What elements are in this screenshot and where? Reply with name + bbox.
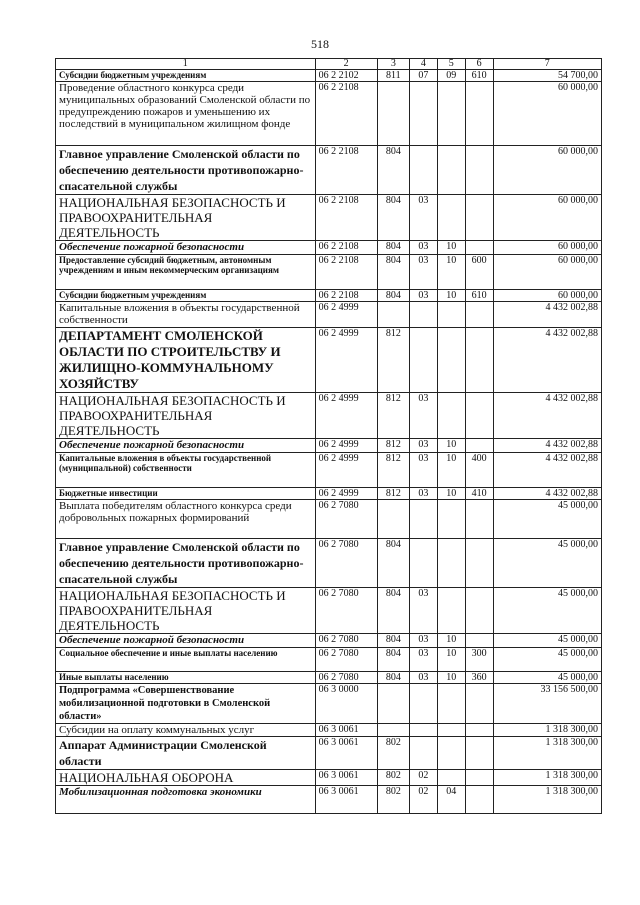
expense-type-cell: 610	[465, 70, 493, 82]
subsection-code-cell	[437, 302, 465, 328]
expense-type-cell: 360	[465, 672, 493, 684]
subsection-code-cell	[437, 588, 465, 634]
table-row	[56, 393, 602, 439]
section-code-cell	[409, 146, 437, 195]
expense-type-cell	[465, 393, 493, 439]
target-code-cell: 06 2 2108	[315, 195, 377, 241]
target-code-cell: 06 3 0000	[315, 684, 377, 724]
header-cell: 7	[493, 59, 601, 70]
target-code-cell: 06 2 2108	[315, 146, 377, 195]
item-name-cell: Главное управление Смоленской области по обеспечению деятельности противопожарно-спасательной службы	[56, 539, 316, 588]
subsection-code-cell: 09	[437, 70, 465, 82]
header-cell: 3	[377, 59, 409, 70]
target-code-cell: 06 2 4999	[315, 453, 377, 488]
expense-type-cell: 410	[465, 488, 493, 500]
target-code-cell: 06 2 7080	[315, 648, 377, 672]
budget-table	[55, 58, 602, 814]
expense-type-cell	[465, 786, 493, 814]
subsection-code-cell: 10	[437, 255, 465, 290]
table-row	[56, 241, 602, 255]
admin-code-cell: 812	[377, 393, 409, 439]
admin-code-cell	[377, 82, 409, 146]
expense-type-cell: 300	[465, 648, 493, 672]
target-code-cell: 06 2 4999	[315, 439, 377, 453]
item-name-cell: Социальное обеспечение и иные выплаты населению	[56, 648, 316, 672]
table-row	[56, 786, 602, 814]
target-code-cell: 06 2 2108	[315, 241, 377, 255]
page-number: 518	[311, 37, 329, 51]
expense-type-cell: 600	[465, 255, 493, 290]
table-row	[56, 634, 602, 648]
admin-code-cell: 812	[377, 328, 409, 393]
table-row	[56, 588, 602, 634]
table-row	[56, 737, 602, 770]
admin-code-cell: 802	[377, 786, 409, 814]
item-name-cell: ДЕПАРТАМЕНТ СМОЛЕНСКОЙ ОБЛАСТИ ПО СТРОИТЕЛЬСТВУ И ЖИЛИЩНО-КОММУНАЛЬНОМУ ХОЗЯЙСТВУ	[56, 328, 316, 393]
table-row	[56, 255, 602, 290]
admin-code-cell: 804	[377, 648, 409, 672]
item-name-cell: Обеспечение пожарной безопасности	[56, 634, 316, 648]
subsection-code-cell	[437, 500, 465, 539]
amount-cell: 4 432 002,88	[493, 439, 601, 453]
section-code-cell: 03	[409, 393, 437, 439]
item-name-cell: Субсидии бюджетным учреждениям	[56, 70, 316, 82]
table-row	[56, 82, 602, 146]
section-code-cell: 03	[409, 634, 437, 648]
item-name-cell: НАЦИОНАЛЬНАЯ БЕЗОПАСНОСТЬ И ПРАВООХРАНИТЕЛЬНАЯ ДЕЯТЕЛЬНОСТЬ	[56, 393, 316, 439]
expense-type-cell	[465, 684, 493, 724]
admin-code-cell: 804	[377, 255, 409, 290]
table-row	[56, 770, 602, 786]
amount-cell: 60 000,00	[493, 241, 601, 255]
admin-code-cell	[377, 302, 409, 328]
section-code-cell: 03	[409, 290, 437, 302]
subsection-code-cell	[437, 146, 465, 195]
section-code-cell: 03	[409, 241, 437, 255]
amount-cell: 60 000,00	[493, 146, 601, 195]
admin-code-cell: 812	[377, 453, 409, 488]
subsection-code-cell	[437, 684, 465, 724]
item-name-cell: Обеспечение пожарной безопасности	[56, 241, 316, 255]
subsection-code-cell	[437, 770, 465, 786]
expense-type-cell	[465, 241, 493, 255]
admin-code-cell: 811	[377, 70, 409, 82]
amount-cell: 45 000,00	[493, 634, 601, 648]
table-row	[56, 724, 602, 737]
section-code-cell: 07	[409, 70, 437, 82]
amount-cell: 1 318 300,00	[493, 770, 601, 786]
table-row	[56, 290, 602, 302]
section-code-cell: 03	[409, 648, 437, 672]
expense-type-cell	[465, 770, 493, 786]
subsection-code-cell: 10	[437, 453, 465, 488]
admin-code-cell: 804	[377, 146, 409, 195]
table-row	[56, 146, 602, 195]
amount-cell: 4 432 002,88	[493, 453, 601, 488]
expense-type-cell	[465, 500, 493, 539]
amount-cell: 4 432 002,88	[493, 488, 601, 500]
amount-cell: 4 432 002,88	[493, 393, 601, 439]
item-name-cell: Предоставление субсидий бюджетным, автономным учреждениям и иным некоммерческим организациям	[56, 255, 316, 290]
admin-code-cell: 804	[377, 241, 409, 255]
table-row	[56, 453, 602, 488]
expense-type-cell	[465, 302, 493, 328]
table-row	[56, 684, 602, 724]
target-code-cell: 06 3 0061	[315, 724, 377, 737]
expense-type-cell	[465, 82, 493, 146]
admin-code-cell: 812	[377, 488, 409, 500]
table-row	[56, 648, 602, 672]
section-code-cell: 03	[409, 672, 437, 684]
amount-cell: 45 000,00	[493, 672, 601, 684]
item-name-cell: Иные выплаты населению	[56, 672, 316, 684]
section-code-cell: 03	[409, 453, 437, 488]
target-code-cell: 06 2 2108	[315, 290, 377, 302]
target-code-cell: 06 3 0061	[315, 786, 377, 814]
amount-cell: 60 000,00	[493, 82, 601, 146]
item-name-cell: Капитальные вложения в объекты государственной (муниципальной) собственности	[56, 453, 316, 488]
amount-cell: 33 156 500,00	[493, 684, 601, 724]
admin-code-cell: 804	[377, 588, 409, 634]
amount-cell: 1 318 300,00	[493, 737, 601, 770]
subsection-code-cell: 10	[437, 241, 465, 255]
amount-cell: 1 318 300,00	[493, 724, 601, 737]
amount-cell: 60 000,00	[493, 195, 601, 241]
item-name-cell: Подпрограмма «Совершенствование мобилизационной подготовки в Смоленской области»	[56, 684, 316, 724]
section-code-cell: 03	[409, 195, 437, 241]
section-code-cell: 02	[409, 770, 437, 786]
table-row	[56, 500, 602, 539]
item-name-cell: Субсидии на оплату коммунальных услуг	[56, 724, 316, 737]
table-row	[56, 328, 602, 393]
item-name-cell: Бюджетные инвестиции	[56, 488, 316, 500]
expense-type-cell	[465, 195, 493, 241]
header-cell: 6	[465, 59, 493, 70]
subsection-code-cell: 10	[437, 648, 465, 672]
subsection-code-cell: 10	[437, 672, 465, 684]
section-code-cell	[409, 539, 437, 588]
amount-cell: 60 000,00	[493, 290, 601, 302]
admin-code-cell: 804	[377, 195, 409, 241]
header-cell: 1	[56, 59, 316, 70]
target-code-cell: 06 2 7080	[315, 500, 377, 539]
target-code-cell: 06 2 4999	[315, 328, 377, 393]
subsection-code-cell	[437, 195, 465, 241]
item-name-cell: НАЦИОНАЛЬНАЯ БЕЗОПАСНОСТЬ И ПРАВООХРАНИТЕЛЬНАЯ ДЕЯТЕЛЬНОСТЬ	[56, 195, 316, 241]
admin-code-cell: 804	[377, 672, 409, 684]
target-code-cell: 06 3 0061	[315, 737, 377, 770]
subsection-code-cell: 10	[437, 290, 465, 302]
section-code-cell	[409, 737, 437, 770]
item-name-cell: Аппарат Администрации Смоленской области	[56, 737, 316, 770]
amount-cell: 60 000,00	[493, 255, 601, 290]
amount-cell: 45 000,00	[493, 539, 601, 588]
subsection-code-cell: 10	[437, 634, 465, 648]
section-code-cell: 03	[409, 588, 437, 634]
header-row	[56, 59, 602, 70]
section-code-cell: 03	[409, 255, 437, 290]
expense-type-cell	[465, 588, 493, 634]
table-row	[56, 672, 602, 684]
item-name-cell: НАЦИОНАЛЬНАЯ БЕЗОПАСНОСТЬ И ПРАВООХРАНИТЕЛЬНАЯ ДЕЯТЕЛЬНОСТЬ	[56, 588, 316, 634]
target-code-cell: 06 2 4999	[315, 488, 377, 500]
section-code-cell: 02	[409, 786, 437, 814]
section-code-cell	[409, 724, 437, 737]
table-row	[56, 488, 602, 500]
expense-type-cell	[465, 724, 493, 737]
subsection-code-cell	[437, 393, 465, 439]
target-code-cell: 06 2 7080	[315, 672, 377, 684]
admin-code-cell: 802	[377, 770, 409, 786]
admin-code-cell: 802	[377, 737, 409, 770]
admin-code-cell: 812	[377, 439, 409, 453]
admin-code-cell	[377, 500, 409, 539]
expense-type-cell	[465, 634, 493, 648]
section-code-cell	[409, 302, 437, 328]
section-code-cell: 03	[409, 488, 437, 500]
item-name-cell: Обеспечение пожарной безопасности	[56, 439, 316, 453]
item-name-cell: Выплата победителям областного конкурса среди добровольных пожарных формирований	[56, 500, 316, 539]
amount-cell: 4 432 002,88	[493, 328, 601, 393]
item-name-cell: НАЦИОНАЛЬНАЯ ОБОРОНА	[56, 770, 316, 786]
expense-type-cell	[465, 146, 493, 195]
item-name-cell: Главное управление Смоленской области по обеспечению деятельности противопожарно-спасательной службы	[56, 146, 316, 195]
table-row	[56, 70, 602, 82]
admin-code-cell: 804	[377, 290, 409, 302]
subsection-code-cell: 10	[437, 488, 465, 500]
target-code-cell: 06 3 0061	[315, 770, 377, 786]
expense-type-cell: 610	[465, 290, 493, 302]
subsection-code-cell	[437, 82, 465, 146]
item-name-cell: Капитальные вложения в объекты государственной собственности	[56, 302, 316, 328]
expense-type-cell	[465, 439, 493, 453]
expense-type-cell	[465, 539, 493, 588]
admin-code-cell	[377, 684, 409, 724]
target-code-cell: 06 2 7080	[315, 588, 377, 634]
expense-type-cell: 400	[465, 453, 493, 488]
expense-type-cell	[465, 328, 493, 393]
header-cell: 4	[409, 59, 437, 70]
section-code-cell	[409, 82, 437, 146]
header-cell: 5	[437, 59, 465, 70]
subsection-code-cell: 10	[437, 439, 465, 453]
target-code-cell: 06 2 7080	[315, 634, 377, 648]
target-code-cell: 06 2 2102	[315, 70, 377, 82]
amount-cell: 45 000,00	[493, 500, 601, 539]
amount-cell: 54 700,00	[493, 70, 601, 82]
table-row	[56, 195, 602, 241]
admin-code-cell: 804	[377, 634, 409, 648]
table-row	[56, 539, 602, 588]
subsection-code-cell: 04	[437, 786, 465, 814]
amount-cell: 4 432 002,88	[493, 302, 601, 328]
item-name-cell: Мобилизационная подготовка экономики	[56, 786, 316, 814]
table-row	[56, 439, 602, 453]
subsection-code-cell	[437, 539, 465, 588]
item-name-cell: Субсидии бюджетным учреждениям	[56, 290, 316, 302]
expense-type-cell	[465, 737, 493, 770]
subsection-code-cell	[437, 724, 465, 737]
target-code-cell: 06 2 2108	[315, 82, 377, 146]
item-name-cell: Проведение областного конкурса среди муниципальных образований Смоленской области по предупреждению пожаров и уменьшению их последствий в муниципальном жилищном фонде	[56, 82, 316, 146]
admin-code-cell: 804	[377, 539, 409, 588]
amount-cell: 45 000,00	[493, 648, 601, 672]
section-code-cell: 03	[409, 439, 437, 453]
table-row	[56, 302, 602, 328]
subsection-code-cell	[437, 328, 465, 393]
subsection-code-cell	[437, 737, 465, 770]
target-code-cell: 06 2 2108	[315, 255, 377, 290]
section-code-cell	[409, 328, 437, 393]
target-code-cell: 06 2 4999	[315, 302, 377, 328]
amount-cell: 45 000,00	[493, 588, 601, 634]
target-code-cell: 06 2 4999	[315, 393, 377, 439]
amount-cell: 1 318 300,00	[493, 786, 601, 814]
section-code-cell	[409, 500, 437, 539]
admin-code-cell	[377, 724, 409, 737]
section-code-cell	[409, 684, 437, 724]
header-cell: 2	[315, 59, 377, 70]
target-code-cell: 06 2 7080	[315, 539, 377, 588]
